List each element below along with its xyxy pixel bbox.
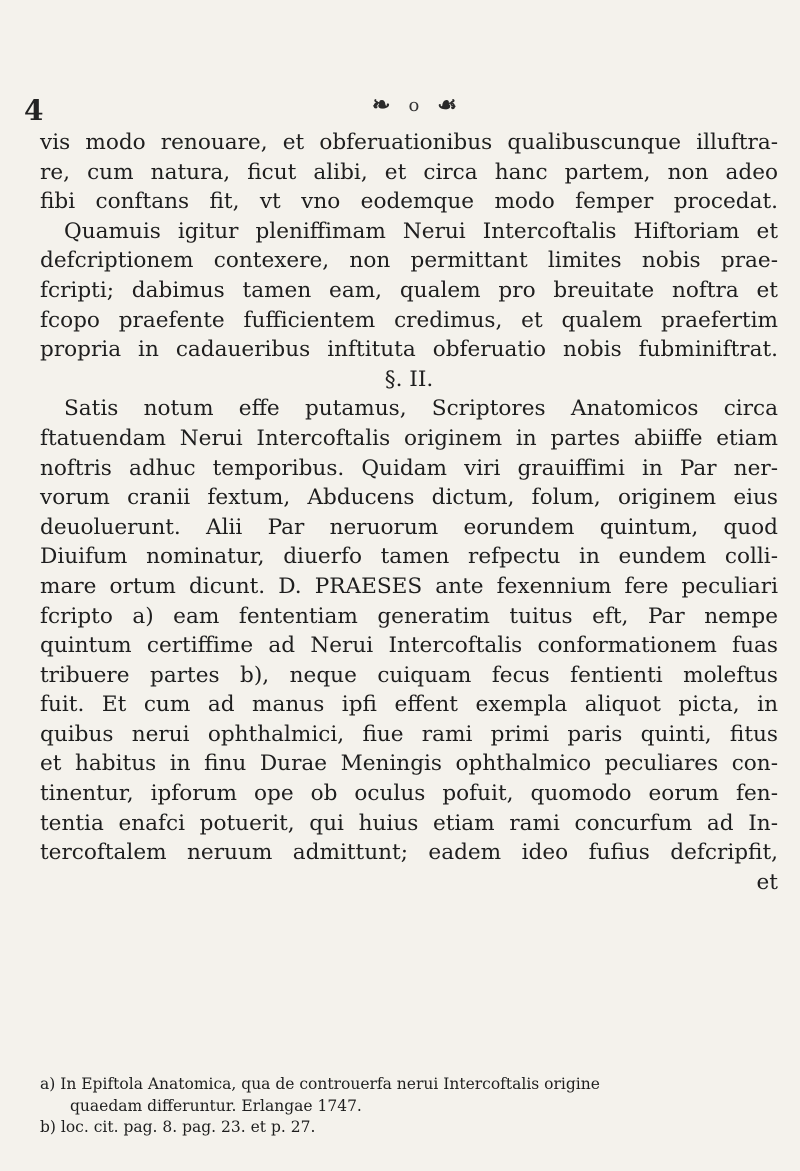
footnote-b: b) loc. cit. pag. 8. pag. 23. et p. 27. bbox=[40, 1118, 316, 1136]
text-line: propria in cadaueribus inftituta obferuatio nobis fubminiftrat. bbox=[40, 337, 778, 363]
text-line: tribuere partes b), neque cuiquam fecus fentienti moleftus bbox=[40, 662, 778, 688]
text-line: Quamuis igitur pleniffimam Nerui Intercoftalis Hiftoriam et bbox=[64, 218, 778, 244]
footnote-a: a) In Epiftola Anatomica, qua de controuerfa nerui Intercoftalis origine bbox=[40, 1075, 600, 1093]
text-line: tentia enafci potuerit, qui huius etiam rami concurfum ad In- bbox=[40, 810, 778, 836]
text-line: vorum cranii fextum, Abducens dictum, folum, originem eius bbox=[40, 485, 778, 511]
text-line: deuoluerunt. Alii Par neruorum eorundem quintum, quod bbox=[40, 514, 778, 540]
text-line: vis modo renouare, et obferuationibus qualibuscunque illuftra- bbox=[40, 130, 778, 155]
text-line: fcripti; dabimus tamen eam, qualem pro breuitate noftra et bbox=[40, 277, 778, 303]
text-line: re, cum natura, ficut alibi, et circa hanc partem, non adeo bbox=[40, 159, 778, 185]
body-text bbox=[40, 128, 778, 897]
text-line: Satis notum effe putamus, Scriptores Anatomicos circa bbox=[64, 396, 778, 422]
footnote-a-continued: quaedam differuntur. Erlangae 1747. bbox=[70, 1096, 362, 1115]
text-line: mare ortum dicunt. D. PRAESES ante fexennium fere peculiari bbox=[40, 573, 778, 599]
catchword: et bbox=[756, 869, 778, 895]
page-number: 4 bbox=[24, 94, 44, 127]
ornament-left-icon: ❧ bbox=[372, 92, 391, 118]
ornament-center-icon: o bbox=[408, 94, 420, 116]
text-line: tercoftalem neruum admittunt; eadem ideo fufius defcripfit, bbox=[40, 840, 778, 866]
footnotes bbox=[40, 1074, 778, 1139]
text-line: fuit. Et cum ad manus ipfi effent exempla aliquot picta, in bbox=[40, 692, 778, 718]
text-line: tinentur, ipforum ope ob oculus pofuit, quomodo eorum fen- bbox=[40, 781, 778, 807]
ornament-right-icon: ☙ bbox=[437, 92, 458, 118]
text-line: et habitus in finu Durae Meningis ophthalmico peculiares con- bbox=[40, 751, 778, 777]
page-header bbox=[0, 88, 800, 128]
header-ornament bbox=[372, 92, 457, 118]
text-line: fcopo praefente fufficientem credimus, et qualem praefertim bbox=[40, 307, 778, 333]
text-line: quintum certiffime ad Nerui Intercoftalis conformationem fuas bbox=[40, 633, 778, 659]
text-line: defcriptionem contexere, non permittant limites nobis prae- bbox=[40, 248, 778, 274]
text-line: Diuifum nominatur, diuerfo tamen refpectu in eundem colli- bbox=[40, 544, 778, 570]
section-heading: §. II. bbox=[384, 366, 434, 392]
text-line: fibi conftans fit, vt vno eodemque modo femper procedat. bbox=[40, 189, 778, 215]
text-line: noftris adhuc temporibus. Quidam viri grauiffimi in Par ner- bbox=[40, 455, 778, 481]
text-line: fcripto a) eam fententiam generatim tuitus eft, Par nempe bbox=[40, 603, 778, 629]
text-line: ftatuendam Nerui Intercoftalis originem in partes abiiffe etiam bbox=[40, 425, 778, 451]
text-line: quibus nerui ophthalmici, fiue rami primi paris quinti, fitus bbox=[40, 721, 778, 747]
